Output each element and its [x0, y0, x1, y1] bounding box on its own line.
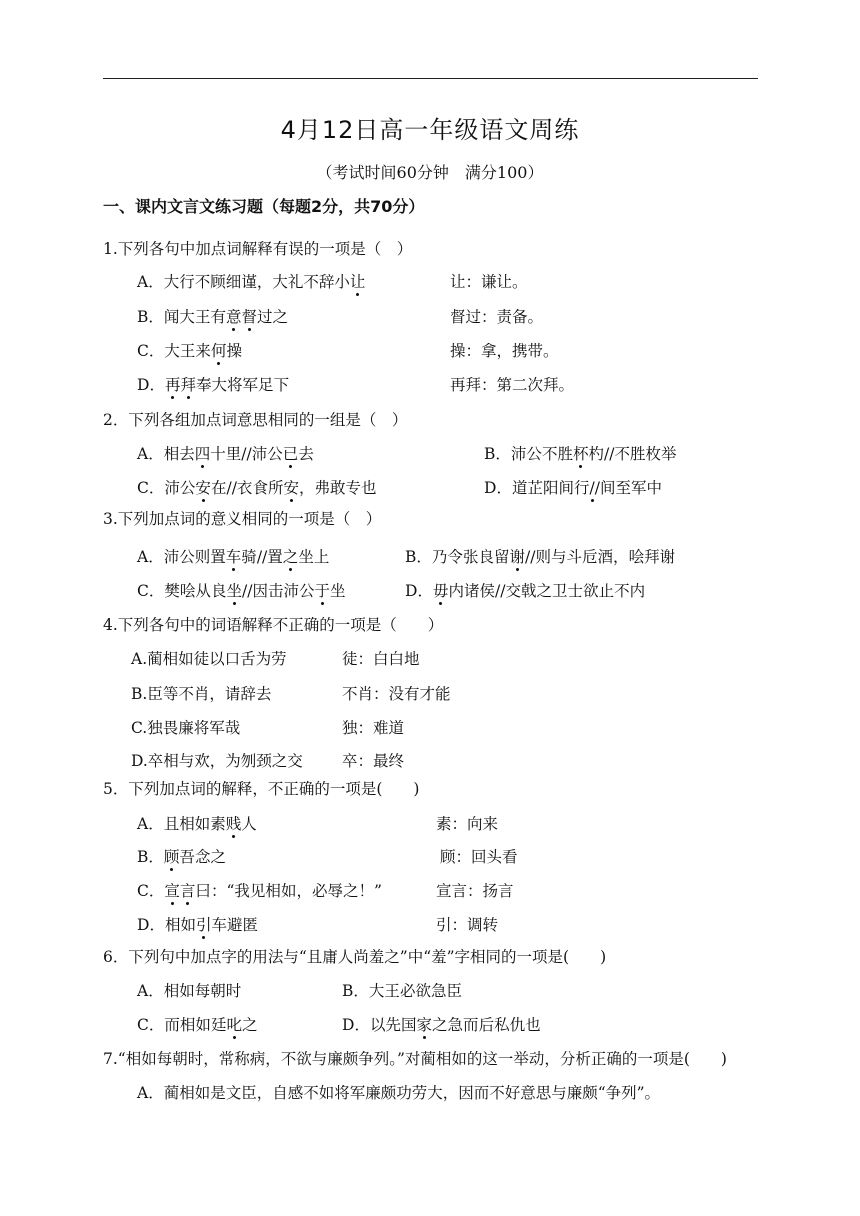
header-rule — [103, 78, 758, 79]
option-explanation: 独：难道 — [342, 719, 405, 737]
option-explanation: 宣言：扬言 — [436, 882, 514, 900]
page-title: 4月12日高一年级语文周练 — [280, 116, 580, 144]
section-heading: 一、课内文言文练习题（每题2分，共70分） — [103, 197, 425, 216]
answer-option: A．大行不顾细谨，大礼不辞小让 — [137, 273, 366, 291]
answer-option: D．毋内诸侯//交戟之卫士欲止不内 — [405, 582, 646, 600]
option-explanation: 再拜：第二次拜。 — [450, 376, 575, 394]
answer-option: A．相如每朝时 — [137, 982, 242, 1000]
answer-option: D．再拜奉大将军足下 — [137, 376, 290, 394]
question-stem: 7.“相如每朝时，常称病，不欲与廉颇争列。”对蔺相如的这一举动，分析正确的一项是( ) — [103, 1050, 727, 1068]
answer-option: A．且相如素贱人 — [137, 815, 257, 833]
answer-option: A．沛公则置车骑//置之坐上 — [137, 548, 330, 566]
answer-option: C．樊哙从良坐//因击沛公于坐 — [137, 582, 346, 600]
answer-option: B.臣等不肖，请辞去 — [131, 685, 272, 703]
option-explanation: 督过：责备。 — [450, 308, 544, 326]
question-stem: 4.下列各句中的词语解释不正确的一项是（ ） — [103, 616, 444, 634]
option-explanation: 徒：白白地 — [342, 650, 420, 668]
option-explanation: 不肖：没有才能 — [342, 685, 451, 703]
option-explanation: 素：向来 — [436, 815, 499, 833]
question-stem: 2．下列各组加点词意思相同的一组是（ ） — [103, 411, 408, 429]
answer-option: D．以先国家之急而后私仇也 — [342, 1016, 541, 1034]
answer-option: B．顾吾念之 — [137, 848, 226, 866]
exam-info: （考试时间60分钟 满分100） — [316, 163, 544, 182]
option-explanation: 顾：回头看 — [440, 848, 518, 866]
answer-option: D.卒相与欢，为刎颈之交 — [131, 752, 303, 770]
answer-option: C．而相如廷叱之 — [137, 1016, 258, 1034]
answer-option: D．道芷阳间行//间至军中 — [484, 479, 663, 497]
question-stem: 3.下列加点词的意义相同的一项是（ ） — [103, 510, 382, 528]
answer-option: C．沛公安在//衣食所安，弗敢专也 — [137, 479, 377, 497]
question-stem: 6．下列句中加点字的用法与“且庸人尚羞之”中“羞”字相同的一项是( ) — [103, 948, 607, 966]
answer-option: A.蔺相如徒以口舌为劳 — [131, 650, 287, 668]
answer-option: C.独畏廉将军哉 — [131, 719, 241, 737]
option-explanation: 引：调转 — [436, 916, 499, 934]
option-explanation: 让：谦让。 — [450, 273, 528, 291]
answer-option: B．闻大王有意督过之 — [137, 308, 289, 326]
option-explanation: 操：拿，携带。 — [450, 342, 559, 360]
answer-option: A．相去四十里//沛公已去 — [137, 445, 314, 463]
answer-option: A．蔺相如是文臣，自感不如将军廉颇功劳大，因而不好意思与廉颇“争列”。 — [137, 1084, 661, 1102]
answer-option: B．乃令张良留谢//则与斗卮酒，哙拜谢 — [405, 548, 676, 566]
option-explanation: 卒：最终 — [342, 752, 405, 770]
answer-option: B．沛公不胜杯杓//不胜枚举 — [484, 445, 677, 463]
answer-option: C．宣言曰：“我见相如，必辱之！” — [137, 882, 382, 900]
answer-option: C．大王来何操 — [137, 342, 242, 360]
answer-option: D．相如引车避匿 — [137, 916, 259, 934]
question-stem: 5．下列加点词的解释，不正确的一项是( ) — [103, 780, 420, 798]
answer-option: B．大王必欲急臣 — [342, 982, 462, 1000]
question-stem: 1.下列各句中加点词解释有误的一项是（ ） — [103, 240, 413, 258]
